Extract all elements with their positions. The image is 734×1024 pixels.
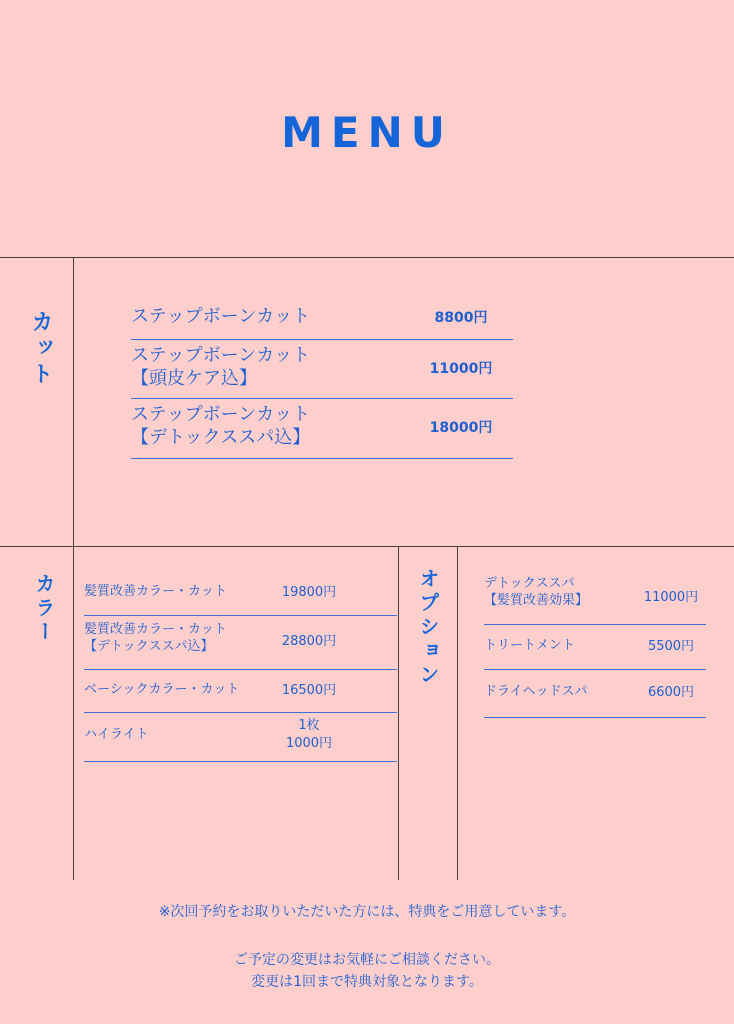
divider-middle	[0, 546, 734, 547]
item-name: ステップボーンカット	[131, 404, 311, 425]
menu-item	[484, 670, 706, 718]
menu-item	[484, 572, 706, 625]
item-price: 11000円	[643, 590, 699, 605]
item-name: 髪質改善カラー・カット	[84, 584, 227, 599]
item-name: ドライヘッドスパ	[484, 684, 588, 699]
menu-item	[84, 713, 397, 762]
menu-item	[84, 616, 397, 670]
divider-left-column	[73, 257, 74, 880]
item-name: ハイライト	[84, 727, 149, 742]
item-price: 16500円	[281, 683, 337, 698]
menu-item	[84, 570, 397, 616]
item-price: 8800円	[434, 310, 488, 326]
item-price: 1000円	[285, 735, 333, 751]
divider-option-right	[457, 546, 458, 880]
change-note: ご予定の変更はお気軽にご相談ください。	[234, 952, 500, 968]
section-label-option: オプション	[416, 568, 440, 688]
change-note-limit: 変更は1回まで特典対象となります。	[251, 974, 483, 990]
item-price: 19800円	[281, 585, 337, 600]
divider-option-left	[398, 546, 399, 880]
item-name-note: 【髪質改善効果】	[484, 592, 589, 608]
item-price-unit: 1枚	[298, 718, 320, 733]
booking-note: ※次回予約をお取りいただいた方には、特典をご用意しています。	[158, 904, 576, 920]
menu-item	[484, 625, 706, 670]
menu-item	[131, 340, 513, 399]
item-name-note: 【頭皮ケア込】	[131, 368, 257, 390]
item-price: 6600円	[647, 685, 695, 700]
section-label-color: カラー	[32, 573, 56, 645]
item-name: ベーシックカラー・カット	[84, 682, 240, 697]
item-name: ステップボーンカット	[131, 306, 311, 327]
divider-top	[0, 257, 734, 258]
item-name: トリートメント	[484, 638, 575, 653]
menu-item	[131, 296, 513, 340]
menu-item	[84, 670, 397, 713]
item-name-note: 【デトックススパ込】	[84, 638, 214, 654]
item-name: 髪質改善カラー・カット	[84, 622, 227, 637]
item-price: 28800円	[281, 634, 337, 649]
item-price: 11000円	[429, 361, 493, 377]
section-label-cut: カット	[28, 310, 53, 388]
item-name-note: 【デトックススパ込】	[131, 427, 311, 449]
item-name: デトックススパ	[484, 576, 575, 591]
page-title: MENU	[281, 108, 453, 157]
item-price: 18000円	[429, 420, 493, 436]
menu-item	[131, 399, 513, 459]
item-price: 5500円	[647, 639, 695, 654]
item-name: ステップボーンカット	[131, 345, 311, 366]
